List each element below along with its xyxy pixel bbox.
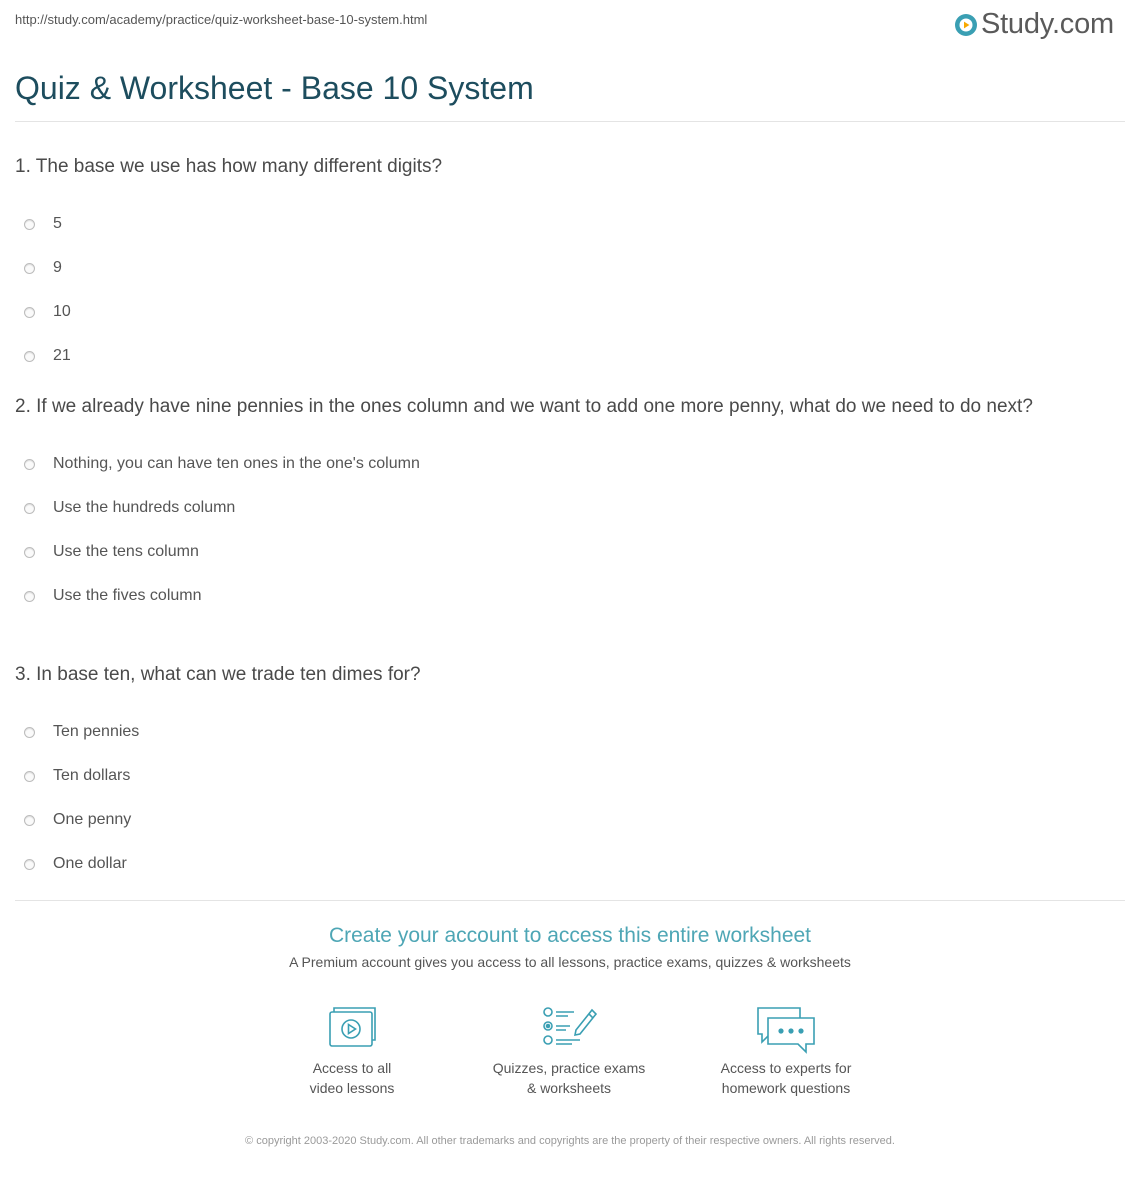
answer-label: 9 [53, 259, 62, 276]
answer-option[interactable] [15, 574, 1115, 618]
page-title: Quiz & Worksheet - Base 10 System [15, 70, 534, 106]
feature-label: Quizzes, practice exams & worksheets [492, 1060, 646, 1096]
radio-button[interactable] [24, 459, 35, 470]
study-logo[interactable] [954, 8, 1114, 41]
feature-experts [686, 1004, 886, 1098]
answer-option[interactable] [15, 530, 1115, 574]
chat-bubbles-icon [754, 1004, 818, 1054]
answer-label: Ten pennies [53, 723, 140, 740]
answer-label: Ten dollars [53, 767, 131, 784]
feature-quizzes [469, 1004, 669, 1098]
answer-option[interactable] [15, 710, 1115, 754]
account-cta [0, 924, 1140, 970]
radio-button[interactable] [24, 859, 35, 870]
question-3 [15, 662, 1115, 886]
answer-options [15, 202, 1115, 378]
answer-option[interactable] [15, 798, 1115, 842]
answer-label: 10 [53, 303, 71, 320]
answer-option[interactable] [15, 442, 1115, 486]
answer-option[interactable] [15, 246, 1115, 290]
radio-button[interactable] [24, 219, 35, 230]
radio-button[interactable] [24, 727, 35, 738]
answer-option[interactable] [15, 754, 1115, 798]
radio-button[interactable] [24, 263, 35, 274]
radio-button[interactable] [24, 591, 35, 602]
question-text: 2. If we already have nine pennies in the ones column and we want to add one more penny, what do we need to do next? [15, 396, 1033, 417]
video-icon [326, 1004, 378, 1048]
answer-option[interactable] [15, 842, 1115, 886]
play-circle-logo-icon [954, 13, 978, 37]
page-header [0, 0, 1140, 60]
answer-label: Nothing, you can have ten ones in the one's column [53, 455, 420, 472]
radio-button[interactable] [24, 307, 35, 318]
cta-title-link[interactable]: Create your account to access this entire worksheet [328, 924, 812, 947]
question-text: 3. In base ten, what can we trade ten dimes for? [15, 664, 421, 685]
feature-label: Access to experts for homework questions [720, 1060, 852, 1096]
quiz-checklist-icon [540, 1004, 598, 1048]
cta-subtitle: A Premium account gives you access to all lessons, practice exams, quizzes & worksheets [289, 954, 851, 970]
answer-option[interactable] [15, 290, 1115, 334]
answer-label: 21 [53, 347, 71, 364]
answer-label: One dollar [53, 855, 127, 872]
feature-video-lessons [252, 1004, 452, 1098]
answer-option[interactable] [15, 202, 1115, 246]
logo-text: Study.com [980, 8, 1114, 40]
copyright-notice: © copyright 2003-2020 Study.com. All other trademarks and copyrights are the property of their respective owners. All rights reserved. [245, 1135, 895, 1147]
radio-button[interactable] [24, 547, 35, 558]
radio-button[interactable] [24, 815, 35, 826]
page-url: http://study.com/academy/practice/quiz-worksheet-base-10-system.html [15, 12, 428, 27]
answer-option[interactable] [15, 486, 1115, 530]
radio-button[interactable] [24, 351, 35, 362]
answer-label: Use the tens column [53, 543, 199, 560]
cta-divider [15, 900, 1125, 901]
answer-label: One penny [53, 811, 132, 828]
answer-label: 5 [53, 215, 62, 232]
answer-label: Use the fives column [53, 587, 202, 604]
radio-button[interactable] [24, 503, 35, 514]
feature-label: Access to all video lessons [309, 1060, 395, 1096]
title-divider [15, 121, 1125, 122]
question-2 [15, 394, 1115, 618]
answer-options [15, 710, 1115, 886]
answer-options [15, 442, 1115, 618]
radio-button[interactable] [24, 771, 35, 782]
question-text: 1. The base we use has how many different digits? [15, 156, 443, 177]
answer-label: Use the hundreds column [53, 499, 236, 516]
question-1 [15, 154, 1115, 378]
answer-option[interactable] [15, 334, 1115, 378]
